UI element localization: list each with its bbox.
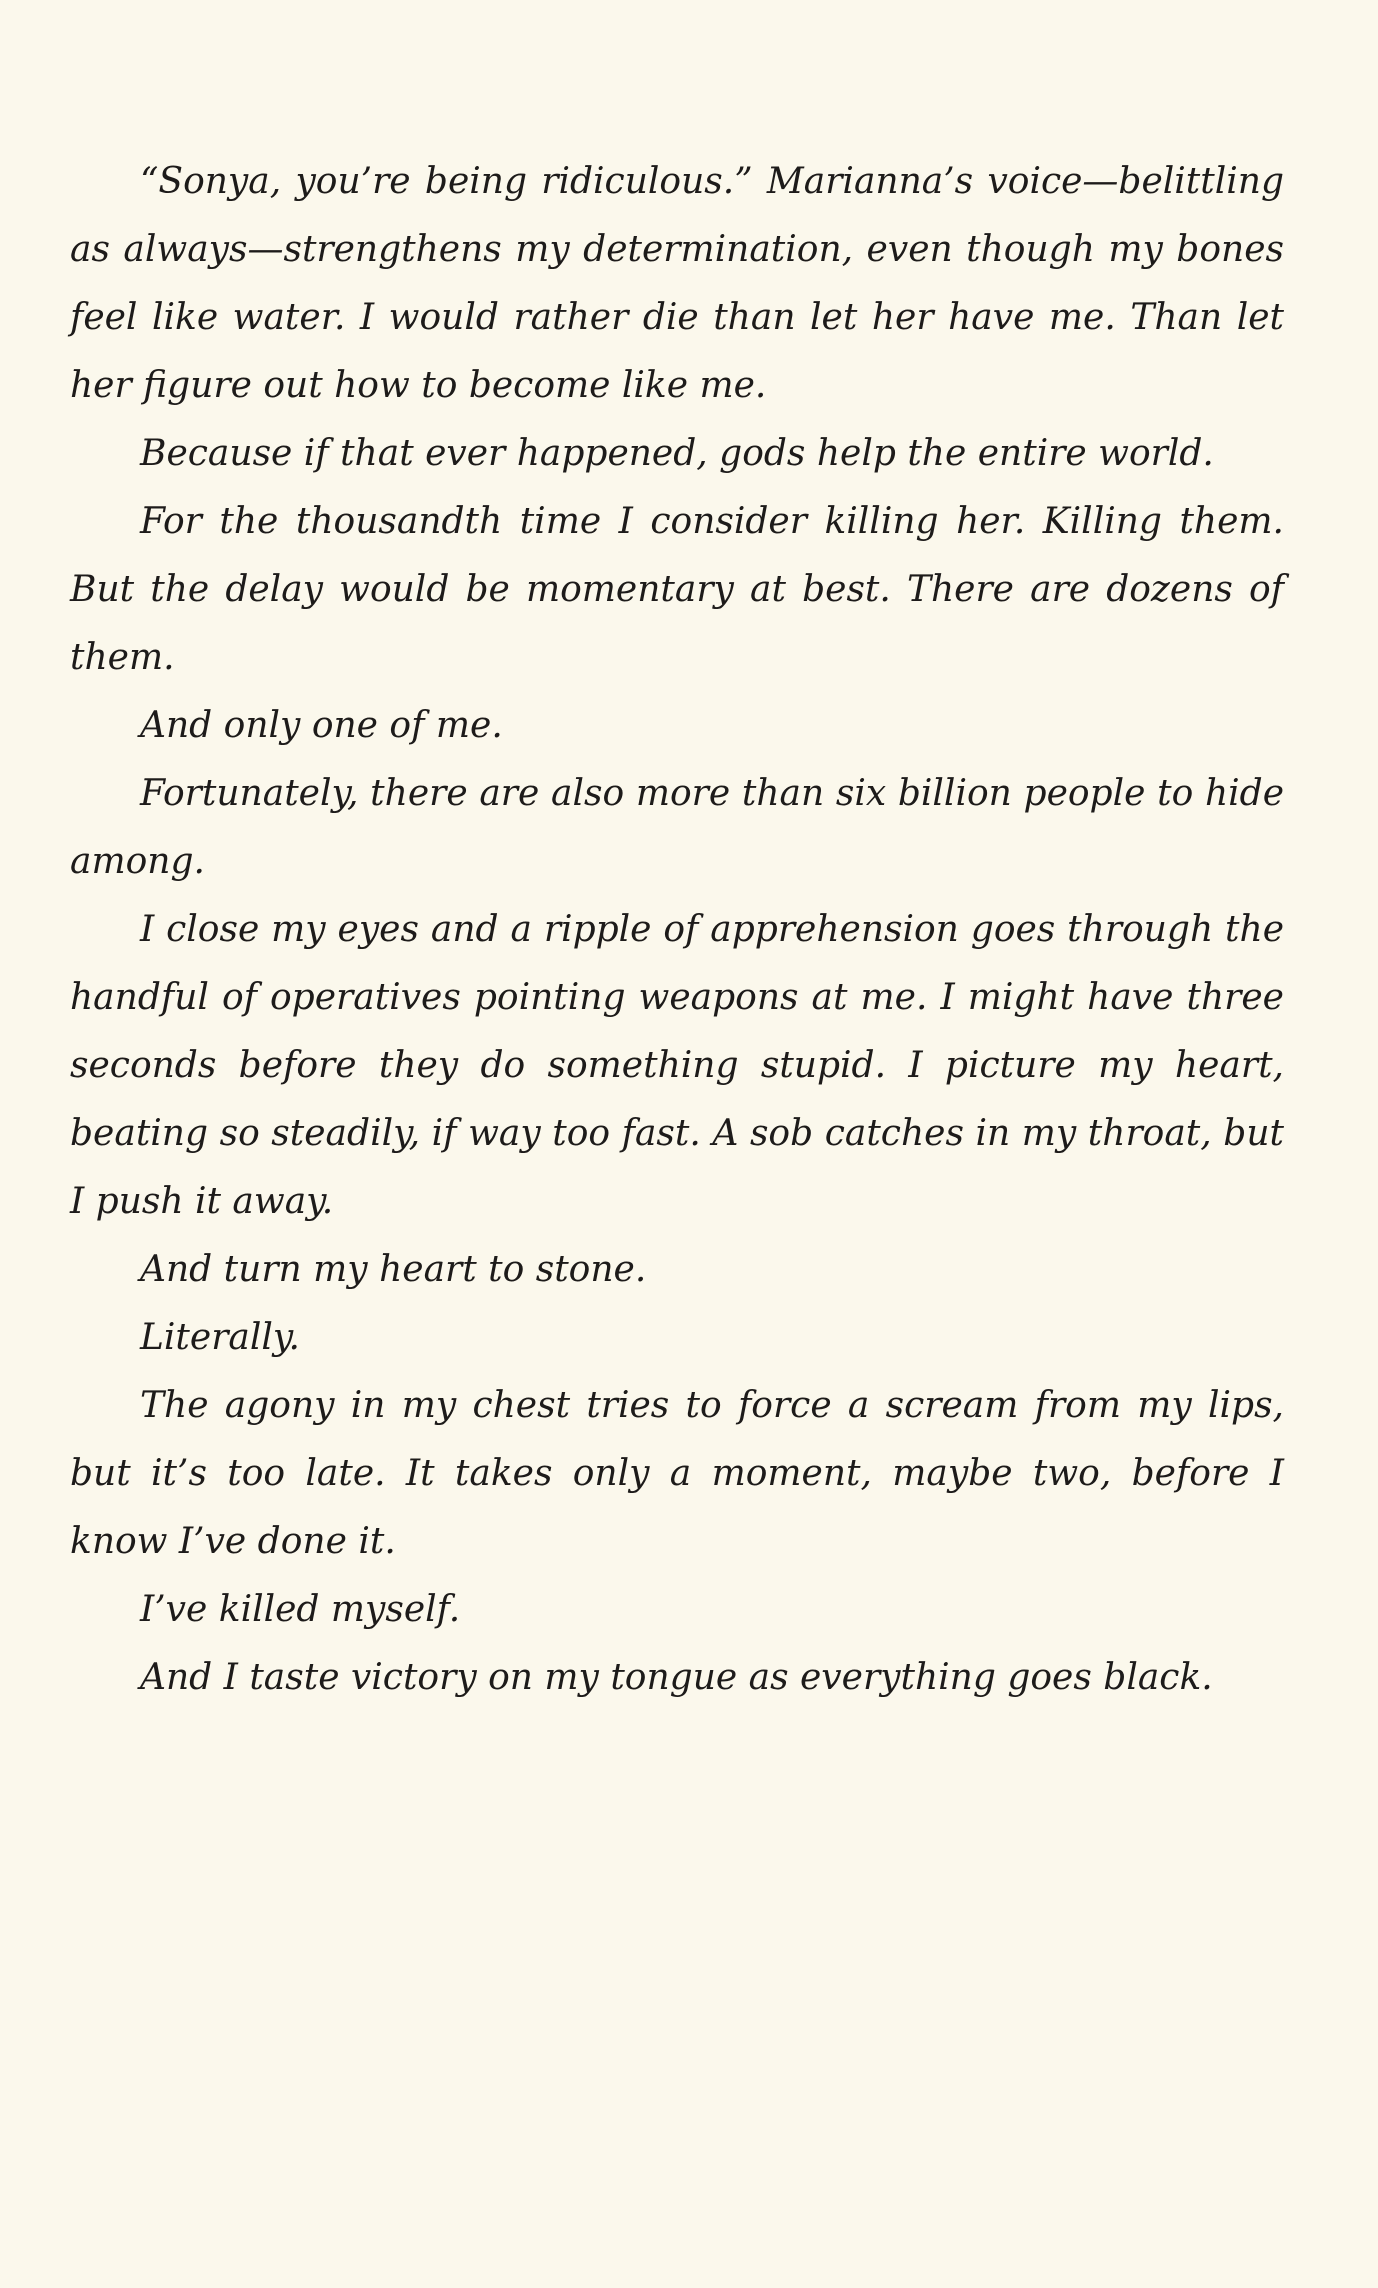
paragraph-9: The agony in my chest tries to force a scream from my lips, but it’s too late. It takes only a moment, maybe two, before I know I’ve done it. xyxy=(70,1385,1284,1562)
paragraph-11: And I taste victory on my tongue as everything goes black. xyxy=(140,1657,1213,1698)
paragraph-2: Because if that ever happened, gods help the entire world. xyxy=(140,433,1214,474)
paragraph-1: “Sonya, you’re being ridiculous.” Marianna’s voice—belittling as always—strengthens my determination, even though my bones feel like water. I would rather die than let her have me. Than let her figure out how to become like me. xyxy=(70,161,1284,406)
paragraph-4: And only one of me. xyxy=(140,705,503,746)
paragraph-7: And turn my heart to stone. xyxy=(140,1249,647,1290)
paragraph-10: I’ve killed myself. xyxy=(140,1589,461,1630)
book-page xyxy=(70,148,1284,1712)
paragraph-6: I close my eyes and a ripple of apprehension goes through the handful of operatives pointing weapons at me. I might have three seconds before they do something stupid. I picture my heart, beating so steadily, if way too fast. A sob catches in my throat, but I push it away. xyxy=(70,909,1284,1222)
paragraph-5: Fortunately, there are also more than six billion people to hide among. xyxy=(70,773,1284,882)
paragraph-8: Literally. xyxy=(140,1317,300,1358)
paragraph-3: For the thousandth time I consider killing her. Killing them. But the delay would be momentary at best. There are dozens of them. xyxy=(70,501,1284,678)
